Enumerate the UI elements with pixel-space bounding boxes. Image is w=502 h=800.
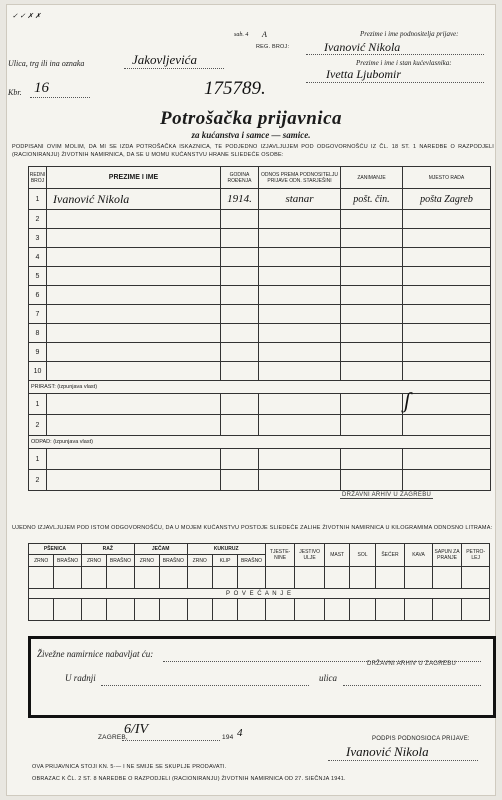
header-ordinal: REDNI BROJ [29, 167, 47, 189]
kbr-value: 16 [34, 80, 49, 96]
header-occupation: ZANIMANJE [341, 167, 403, 189]
sub-header: ZRNO [187, 555, 212, 567]
table-row [29, 470, 491, 491]
row-number: 4 [29, 248, 47, 267]
header-name: PREZIME I IME [47, 167, 221, 189]
sub-header: BRAŠNO [107, 555, 134, 567]
table-row [29, 248, 491, 267]
sub-header: ZRNO [29, 555, 54, 567]
row-number: 3 [29, 229, 47, 248]
table-row [29, 229, 491, 248]
group-corn: KUKURUZ [187, 544, 265, 555]
form-reference: OBRAZAC K ČL. 2 ST. 8 NAREDBE O RAZPODJELI (RACIONIRANJU) ŽIVOTNIH NAMIRNICA OD 27. SIEČNJA 1941. [32, 776, 346, 782]
table-row [29, 362, 491, 381]
form-number: 175789. [204, 78, 266, 99]
row-number: 2 [29, 470, 47, 491]
row-number: 5 [29, 267, 47, 286]
prirast-header-row [29, 381, 491, 394]
sub-header: BRAŠNO [54, 555, 82, 567]
signature-line [328, 760, 478, 761]
row-number: 1 [29, 394, 47, 415]
povecanje-row [29, 589, 490, 599]
signature: Ivanović Nikola [346, 744, 429, 759]
archive-stamp: DRŽAVNI ARHIV U ZAGREBU [342, 492, 432, 498]
table-row [29, 210, 491, 229]
applicant-label: Prezime i ime podnositelja prijave: [360, 30, 459, 38]
corner-marks: ✓ ✓ ✗ ✗ [12, 12, 41, 20]
row-number: 6 [29, 286, 47, 305]
row-number: 7 [29, 305, 47, 324]
person-name: Ivanović Nikola [47, 189, 221, 210]
row-number: 8 [29, 324, 47, 343]
price-note: OVA PRIJAVNICA STOJI KN. 5·— I NE SMIJE SE SKUPLJE PRODAVATI. [32, 764, 227, 770]
table-header-row [29, 167, 491, 189]
table-row [29, 394, 491, 415]
street-label-2: ulica [319, 673, 337, 683]
sub-header: KLIP [212, 555, 237, 567]
footer-city: ZAGREB, [98, 734, 128, 741]
group-sugar: ŠEĆER [375, 544, 405, 567]
povecanje-label: P O V E Ć A N J E [29, 589, 490, 599]
supplies-group-row [29, 544, 490, 555]
header-relation: ODNOS PREMA PODNOSITELJU PRIJAVE ODN. STARJEŠINI [259, 167, 341, 189]
table-row [29, 415, 491, 436]
footer-date-line [122, 740, 220, 741]
document-sheet [6, 4, 496, 796]
kbr-label: Kbr. [8, 88, 22, 97]
landlord-label: Prezime i ime i stan kućevlasnika: [356, 59, 452, 67]
group-pasta: TJESTE-NINE [265, 544, 295, 567]
street-label: Ulica, trg ili ina oznaka [8, 59, 85, 68]
group-wheat: PŠENICA [29, 544, 82, 555]
group-petroleum: PETRO-LEJ [462, 544, 490, 567]
group-rye: RAŽ [81, 544, 134, 555]
footer-date: 6/IV [124, 722, 149, 737]
person-occupation: pošt. čin. [341, 189, 403, 210]
shop-line-2 [101, 685, 309, 686]
supplies-value-row [29, 567, 490, 589]
prirast-label: PRIRAST: (izpunjava vlast) [29, 381, 491, 394]
shop-box [28, 636, 496, 718]
row-number: 2 [29, 415, 47, 436]
table-row [29, 324, 491, 343]
reg-broj-mark: A [262, 30, 267, 39]
row-number: 1 [29, 189, 47, 210]
table-row [29, 189, 491, 210]
person-workplace: pošta Zagreb [403, 189, 491, 210]
supplies-table [28, 543, 490, 621]
archive-stamp-box: DRŽAVNI ARHIV U ZAGREBU [367, 661, 457, 667]
applicant-line [306, 54, 484, 55]
row-number: 2 [29, 210, 47, 229]
persons-table [28, 166, 491, 491]
landlord-line [306, 82, 484, 83]
table-row [29, 343, 491, 362]
form-subtitle: za kućanstva i samce — samice. [191, 130, 311, 140]
group-coffee: KAVA [405, 544, 432, 567]
table-row [29, 267, 491, 286]
odpad-label: ODPAD: (izpunjava vlast) [29, 436, 491, 449]
shop-line-3 [343, 685, 481, 686]
kbr-line [30, 97, 90, 98]
street-line [124, 68, 224, 69]
intro-text: PODPISANI OVIM MOLIM, DA MI SE IZDA POTROŠAČKA ISKAZNICA, TE PODJEDNO IZJAVLJUJEM POD ODGOVORNOŠĆU IZ ČL. 18 ST. 1 NAREDBE O RAZPODJELI (RACIONIRANJU) ŽIVOTNIH NAMIRNICA, DA SE U MOMU KUĆANSTVU HRANE SLIEDEĆE OSOBE: [12, 144, 494, 158]
top-small-note: sab. 4 [234, 32, 249, 38]
applicant-name: Ivanović Nikola [324, 40, 401, 54]
header-workplace: MJESTO RADA [403, 167, 491, 189]
row-number: 10 [29, 362, 47, 381]
table-row [29, 286, 491, 305]
table-row [29, 449, 491, 470]
group-soap: SAPUN ZA PRANJE [432, 544, 462, 567]
group-oil: JESTIVO ULJE [295, 544, 325, 567]
group-barley: JEČAM [134, 544, 187, 555]
shop-label: U radnji [65, 673, 96, 683]
row-number: 9 [29, 343, 47, 362]
form-title: Potrošačka prijavnica [159, 108, 343, 129]
person-relation: stanar [259, 189, 341, 210]
footer-year-prefix: 194 [222, 734, 234, 741]
sub-header: ZRNO [134, 555, 159, 567]
group-lard: MAST [324, 544, 349, 567]
street-value: Jakovljevića [132, 52, 197, 67]
sub-header: BRAŠNO [160, 555, 188, 567]
person-birth-year: 1914. [221, 189, 259, 210]
shop-intro: Živežne namirnice nabavljat ću: [37, 649, 154, 659]
landlord-name: Ivetta Ljubomir [326, 67, 401, 81]
declaration-text: UJEDNO IZJAVLJUJEM POD ISTOM ODGOVORNOŠĆU, DA U MOJEM KUĆANSTVU POSTOJE SLIEDEĆE ZALIHE ŽIVOTNIH NAMIRNICA U KILOGRAMIMA ODNOSNO LITRAMA: [12, 525, 493, 531]
row-number: 1 [29, 449, 47, 470]
supplies-value-row [29, 599, 490, 621]
footer-year-digit: 4 [237, 727, 243, 739]
sub-header: ZRNO [81, 555, 106, 567]
table-row [29, 305, 491, 324]
reg-broj-label: REG. BROJ: [256, 44, 290, 50]
signature-label: PODPIS PODNOSIOCA PRIJAVE: [372, 736, 470, 742]
group-salt: SOL [350, 544, 375, 567]
header-birth-year: GODINA ROĐENJA [221, 167, 259, 189]
pen-stroke: ʃ [404, 388, 411, 413]
sub-header: BRAŠNO [238, 555, 265, 567]
odpad-header-row [29, 436, 491, 449]
